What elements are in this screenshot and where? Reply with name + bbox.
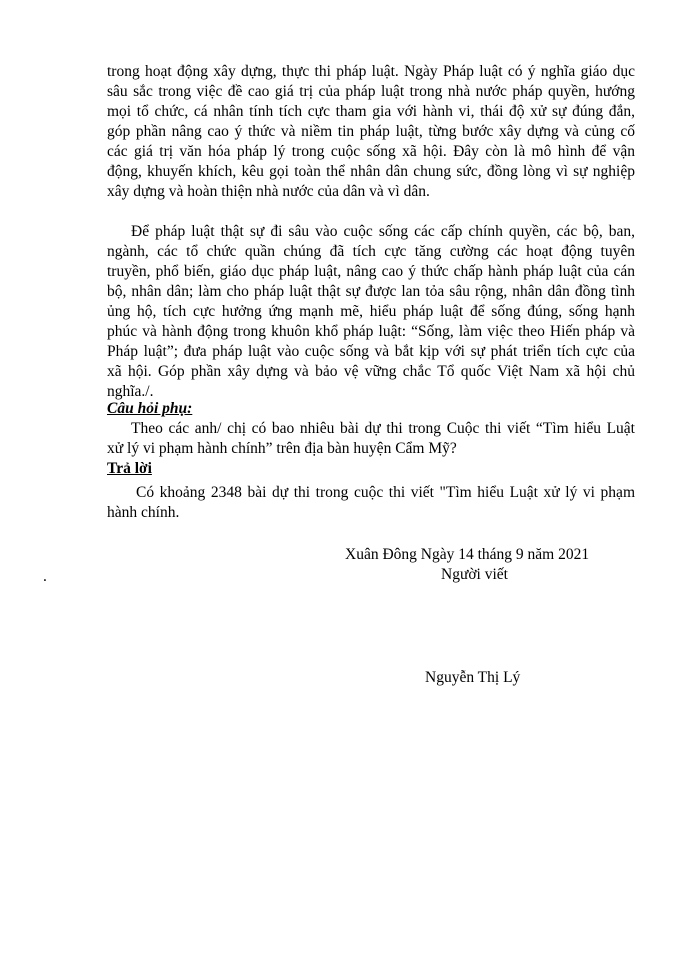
paragraph-line: Để pháp luật thật sự đi sâu vào cuộc sống các cấp chính quyền, các bộ, ban, xyxy=(131,223,635,240)
paragraph-line: Pháp luật”; đưa pháp luật vào cuộc sống và bắt kịp với sự phát triển tích cực của xyxy=(107,343,635,360)
paragraph-line: góp phần nâng cao ý thức và niềm tin pháp luật, từng bước xây dựng và củng cố xyxy=(107,123,635,140)
paragraph-line: phúc và hành động trong khuôn khổ pháp luật: “Sống, làm việc theo Hiến pháp và xyxy=(107,323,635,340)
question-line: Theo các anh/ chị có bao nhiêu bài dự thi trong Cuộc thi viết “Tìm hiểu Luật xyxy=(131,420,635,437)
answer-heading: Trả lời xyxy=(107,460,152,477)
paragraph-line: trong hoạt động xây dựng, thực thi pháp luật. Ngày Pháp luật có ý nghĩa giáo dục xyxy=(107,63,635,80)
signature-place-date: Xuân Đông Ngày 14 tháng 9 năm 2021 xyxy=(345,546,590,563)
answer-line: hành chính. xyxy=(107,504,180,521)
paragraph-line: bộ, nhân dân; làm cho pháp luật thật sự được lan tỏa sâu rộng, nhân dân đồng tình xyxy=(107,283,635,300)
stray-mark: . xyxy=(43,568,47,585)
paragraph-line: sâu sắc trong việc đề cao giá trị của pháp luật trong nhà nước pháp quyền, hướng xyxy=(107,83,635,100)
paragraph-line: xây dựng và hoàn thiện nhà nước của dân và vì dân. xyxy=(107,183,430,200)
signature-role: Người viết xyxy=(441,566,508,583)
paragraph-line: truyền, phổ biến, giáo dục pháp luật, nâng cao ý thức chấp hành pháp luật của cán xyxy=(107,263,635,280)
paragraph-line: ủng hộ, tích cực hưởng ứng mạnh mẽ, hiểu pháp luật để sống đúng, sống hạnh xyxy=(107,303,635,320)
signature-name: Nguyễn Thị Lý xyxy=(425,669,521,686)
paragraph-line: ngành, các tổ chức quần chúng đã tích cực tăng cường các hoạt động tuyên xyxy=(107,243,635,260)
answer-line: Có khoảng 2348 bài dự thi trong cuộc thi viết "Tìm hiểu Luật xử lý vi phạm xyxy=(136,484,635,501)
paragraph-line: mọi tổ chức, cá nhân tính tích cực tham gia với hành vi, thái độ xử sự đúng đắn, xyxy=(107,103,635,120)
question-heading: Câu hỏi phụ: xyxy=(107,400,193,417)
paragraph-line: các giá trị văn hóa pháp lý trong cuộc sống xã hội. Đây còn là mô hình để vận xyxy=(107,143,635,160)
paragraph-line: nghĩa./. xyxy=(107,383,154,400)
paragraph-line: động, khuyến khích, kêu gọi toàn thể nhân dân chung sức, đồng lòng vì sự nghiệp xyxy=(107,163,635,180)
question-line: xử lý vi phạm hành chính” trên địa bàn huyện Cẩm Mỹ? xyxy=(107,440,457,457)
paragraph-line: xã hội. Góp phần xây dựng và bảo vệ vững chắc Tổ quốc Việt Nam xã hội chủ xyxy=(107,363,635,380)
